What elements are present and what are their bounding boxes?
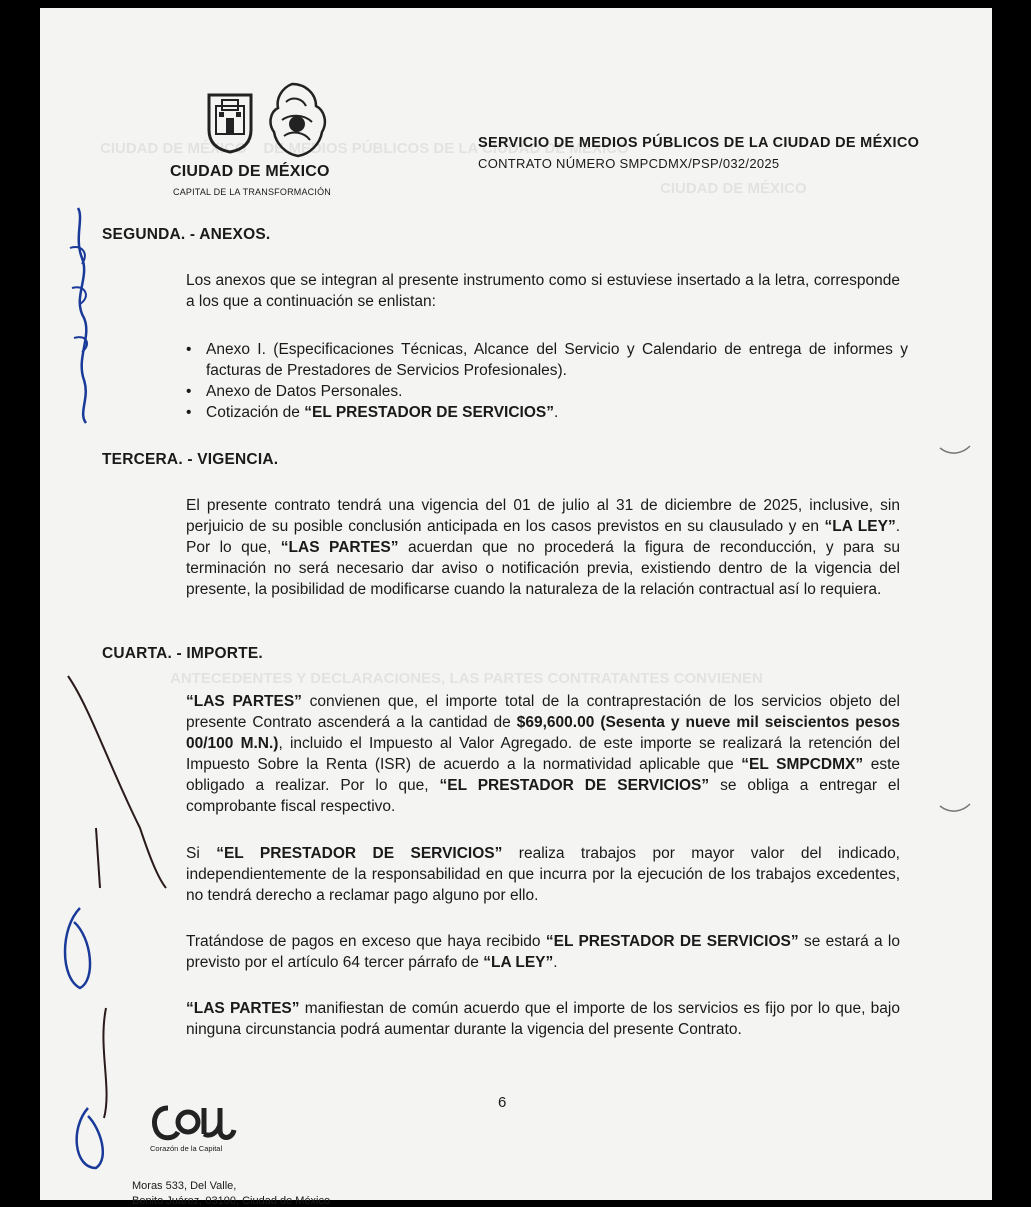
clause-cuarta-fixed-amount: “LAS PARTES” manifiestan de común acuerdo que el importe de los servicios es fijo por lo que, bajo ninguna circunstancia podrá aumentar durante la vigencia del presente Contrato. <box>186 1000 900 1038</box>
clause-segunda-intro: Los anexos que se integran al presente instrumento como si estuviese insertado a la letra, corresponde a los que a continuación se enlistan: <box>186 272 900 310</box>
city-tagline: CAPITAL DE LA TRANSFORMACIÓN <box>173 187 331 197</box>
clause-heading-tercera: TERCERA. - VIGENCIA. <box>102 451 279 468</box>
bleed-through-text: CIUDAD DE MÉXICO <box>660 180 807 197</box>
clause-cuarta-excess-work: Si “EL PRESTADOR DE SERVICIOS” realiza trabajos por mayor valor del indicado, independientemente de la responsabilidad en que incurra por la ejecución de los trabajos excedentes, no tendrá derecho a reclamar pago alguno por ello. <box>186 845 900 904</box>
clause-tercera-text: El presente contrato tendrá una vigencia del 01 de julio al 31 de diciembre de 2025, inclusive, sin perjuicio de su posible conclusión anticipada en los casos previstos en su clausulado y en “LA LEY”. Por lo que, “LAS PARTES” acuerdan que no procederá la figura de reconducción, y para su terminación no será necesario dar aviso o notificación previa, existiendo dentro de la vigencia del presente, la posibilidad de modificarse cuando la naturaleza de la relación contractual así lo requiera. <box>186 497 901 598</box>
contract-number: CONTRATO NÚMERO SMPCDMX/PSP/032/2025 <box>478 156 780 171</box>
annex-item: • Anexo I. (Especificaciones Técnicas, Alcance del Servicio y Calendario de entrega de informes y facturas de Prestadores de Servicios Profesionales). <box>186 339 908 381</box>
footer-address-line1: Moras 533, Del Valle, <box>132 1180 237 1192</box>
page-number: 6 <box>498 1094 507 1111</box>
clause-cuarta-overpayment: Tratándose de pagos en exceso que haya recibido “EL PRESTADOR DE SERVICIOS” se estará a lo previsto por el artículo 64 tercer párrafo de “LA LEY”. <box>186 933 900 971</box>
footer-address-line2: Benito Juárez, 03100, Ciudad de México <box>132 1195 331 1207</box>
annex-item: • Cotización de “EL PRESTADOR DE SERVICIOS”. <box>186 402 908 423</box>
city-name: CIUDAD DE MÉXICO <box>170 163 330 180</box>
organization-title: SERVICIO DE MEDIOS PÚBLICOS DE LA CIUDAD DE MÉXICO <box>478 135 920 151</box>
clause-cuarta-amount: “LAS PARTES” convienen que, el importe total de la contraprestación de los servicios objeto del presente Contrato ascenderá a la cantidad de $69,600.00 (Sesenta y nueve mil seiscientos pesos 00/100 M.N.), incluido el Impuesto al Valor Agregado. de este importe se realizará la retención del Impuesto Sobre la Renta (ISR) de acuerdo a la normatividad aplicable que “EL SMPCDMX” este obligado a realizar. Por lo que, “EL PRESTADOR DE SERVICIOS” se obliga a entregar el comprobante fiscal respectivo. <box>186 693 900 815</box>
document-page <box>40 8 992 1207</box>
annex-item: • Anexo de Datos Personales. <box>186 381 908 402</box>
bleed-through-text: ANTECEDENTES Y DECLARACIONES, LAS PARTES CONTRATANTES CONVIENEN <box>170 670 763 687</box>
bleed-through-text: CIUDAD DE MÉXICO DE MEDIOS PÚBLICOS DE LA CIUDAD DE MÉXICO <box>100 140 629 157</box>
clause-heading-cuarta: CUARTA. - IMPORTE. <box>102 645 263 662</box>
footer-logo-tagline: Corazón de la Capital <box>150 1144 223 1153</box>
handwritten-signatures <box>40 8 992 1200</box>
clause-heading-segunda: SEGUNDA. - ANEXOS. <box>102 226 271 243</box>
